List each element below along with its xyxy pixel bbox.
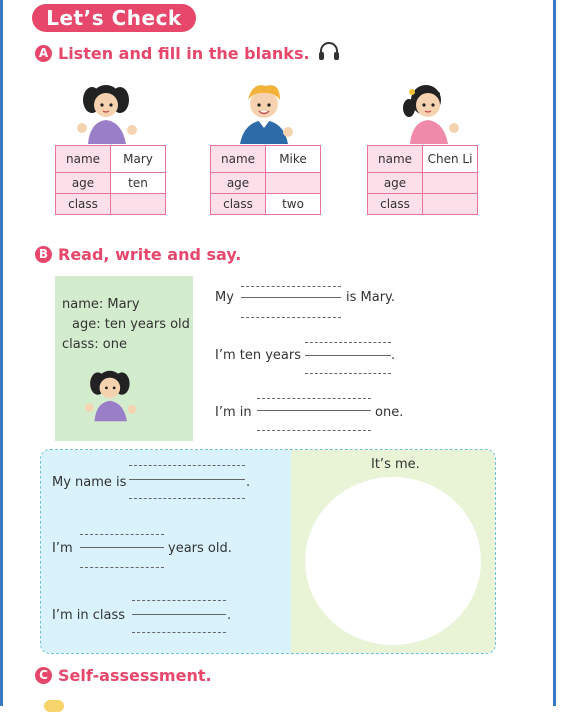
info-table-mary: [55, 145, 166, 215]
panel-line2-end: years old.: [168, 541, 232, 556]
section-c-badge: C: [35, 667, 52, 684]
card-age: age: ten years old: [72, 317, 190, 332]
section-a-title: Listen and fill in the blanks.: [58, 43, 310, 63]
section-b-heading: [35, 245, 241, 264]
sentence-b3-end: one.: [375, 405, 404, 420]
writing-line: [132, 600, 226, 601]
section-b-title: Read, write and say.: [58, 245, 242, 264]
table-cell: Mary: [111, 146, 166, 173]
writing-line: [305, 342, 391, 343]
card-class: class: one: [62, 337, 127, 352]
page-title: Let’s Check: [32, 4, 196, 32]
table-cell: Mike: [266, 146, 321, 173]
star-icon: [44, 700, 64, 712]
sentence-b2-end: .: [391, 348, 396, 363]
sentence-b1-end: is Mary.: [346, 290, 396, 305]
table-cell: class: [368, 194, 423, 215]
table-cell: Chen Li: [423, 146, 478, 173]
panel-line1-start: My name is: [52, 475, 127, 490]
mary-small-illustration: [79, 364, 139, 422]
section-a-heading: [35, 41, 340, 65]
answer-blank[interactable]: [241, 297, 341, 298]
blank-cell[interactable]: [423, 194, 478, 215]
info-table-chen-li: [367, 145, 478, 215]
table-cell: name: [56, 146, 111, 173]
answer-blank[interactable]: [305, 355, 391, 356]
portrait-circle[interactable]: [305, 477, 481, 645]
section-b-badge: B: [35, 246, 52, 263]
page-border-left: [0, 0, 3, 706]
table-cell: class: [211, 194, 266, 215]
mary-illustration: [70, 78, 140, 144]
mike-illustration: [228, 78, 298, 144]
answer-blank[interactable]: [257, 410, 371, 411]
panel-line3-end: .: [227, 608, 232, 623]
table-cell: name: [368, 146, 423, 173]
self-intro-panel: [40, 449, 496, 654]
answer-blank[interactable]: [132, 614, 226, 615]
sentence-b1-start: My: [215, 290, 234, 305]
answer-blank[interactable]: [80, 547, 164, 548]
writing-line: [129, 498, 245, 499]
section-a-badge: A: [35, 45, 52, 62]
writing-line: [257, 430, 371, 431]
writing-line: [241, 317, 341, 318]
table-cell: name: [211, 146, 266, 173]
info-table-mike: [210, 145, 321, 215]
answer-blank[interactable]: [129, 479, 245, 480]
blank-cell[interactable]: [423, 173, 478, 194]
panel-line2-start: I’m: [52, 541, 73, 556]
chen-li-illustration: [392, 78, 462, 144]
table-cell: age: [368, 173, 423, 194]
card-name: name: Mary: [62, 297, 140, 312]
writing-line: [305, 373, 391, 374]
panel-heading: It’s me.: [371, 457, 420, 472]
writing-line: [129, 465, 245, 466]
section-c-title: Self-assessment.: [58, 666, 212, 685]
table-cell: age: [56, 173, 111, 194]
writing-line: [241, 286, 341, 287]
page-border-right: [553, 0, 556, 706]
writing-line: [257, 398, 371, 399]
table-cell: age: [211, 173, 266, 194]
writing-line: [80, 567, 164, 568]
table-cell: two: [266, 194, 321, 215]
panel-line1-end: .: [246, 475, 251, 490]
profile-card: [55, 276, 193, 441]
blank-cell[interactable]: [111, 194, 166, 215]
panel-line3-start: I’m in class: [52, 608, 126, 623]
writing-line: [80, 534, 164, 535]
sentence-b3-start: I’m in: [215, 405, 252, 420]
sentence-b2-start: I’m ten years: [215, 348, 302, 363]
headphones-icon[interactable]: [318, 41, 340, 65]
writing-line: [132, 632, 226, 633]
section-c-heading: [35, 666, 212, 685]
blank-cell[interactable]: [266, 173, 321, 194]
table-cell: class: [56, 194, 111, 215]
table-cell: ten: [111, 173, 166, 194]
